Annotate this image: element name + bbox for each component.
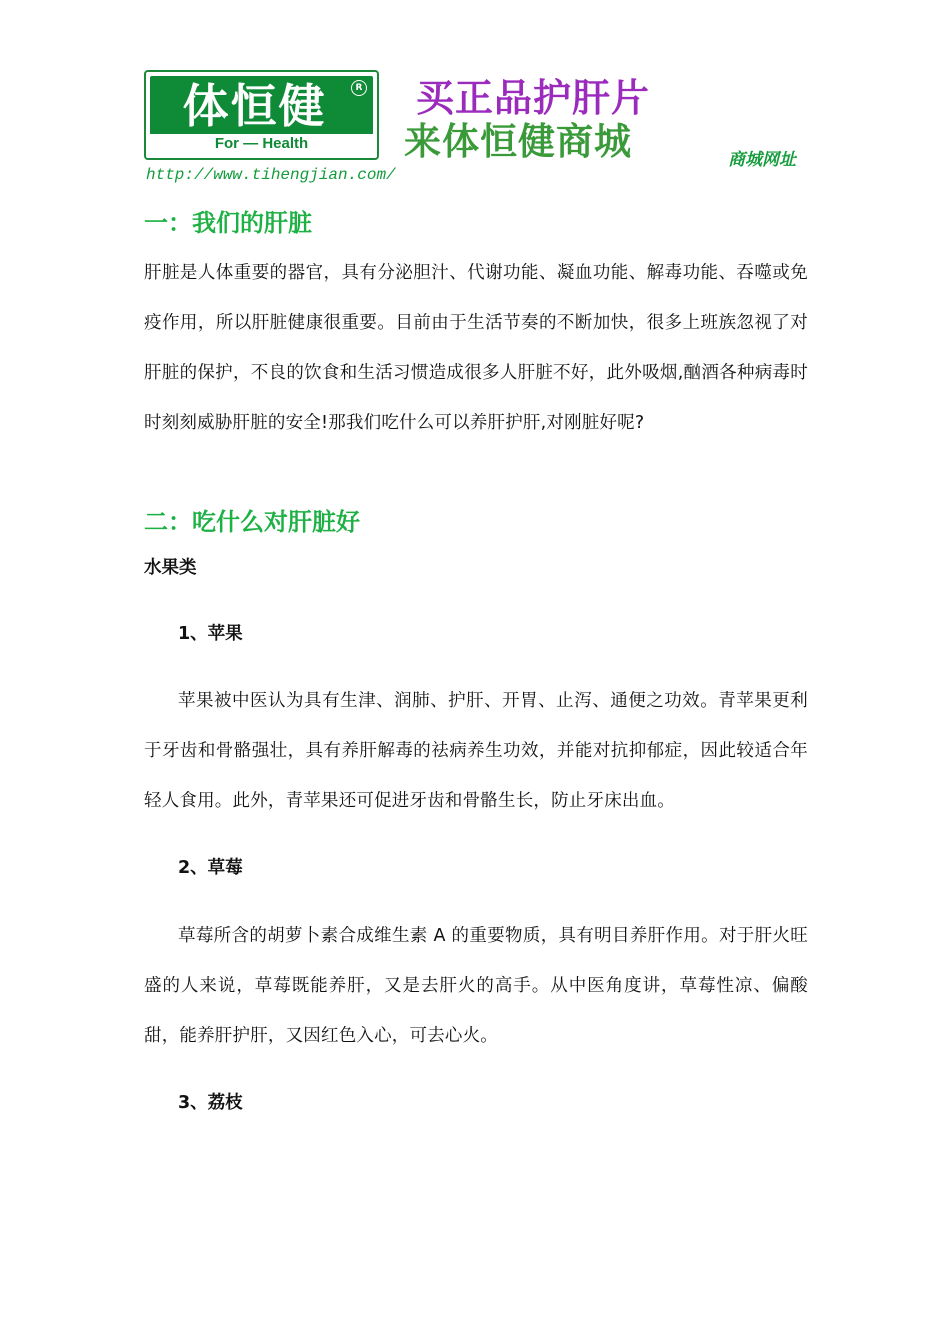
logo-brand-name: 体恒健	[182, 79, 327, 133]
logo-background	[150, 76, 373, 154]
article-body	[144, 200, 808, 1128]
section2-heading: 二：吃什么对肝脏好	[144, 508, 360, 536]
item-title-strawberry: 2、草莓	[178, 858, 243, 878]
item-text-strawberry: 草莓所含的胡萝卜素合成维生素 A 的重要物质，具有明目养肝作用。对于肝火旺盛的人来说，草莓既能养肝，又是去肝火的高手。从中医角度讲，草莓性凉、偏酸甜，能养肝护肝，又因红色入心，可去心火。	[144, 926, 808, 1046]
section1-paragraph: 肝脏是人体重要的器官，具有分泌胆汁、代谢功能、凝血功能、解毒功能、吞噬或免疫作用，所以肝脏健康很重要。目前由于生活节奏的不断加快，很多上班族忽视了对肝脏的保护，不良的饮食和生活习惯造成很多人肝脏不好，此外吸烟,酗酒各种病毒时时刻刻威胁肝脏的安全!那我们吃什么可以养肝护肝,对刚脏好呢?	[144, 263, 808, 433]
item-title-apple: 1、苹果	[178, 624, 243, 644]
item-title-lychee: 3、荔枝	[178, 1093, 243, 1113]
registered-trademark-icon: R	[351, 80, 367, 96]
header-banner	[0, 0, 950, 190]
item-text-apple: 苹果被中医认为具有生津、润肺、护肝、开胃、止泻、通便之功效。青苹果更利于牙齿和骨骼强壮，具有养肝解毒的祛病养生功效，并能对抗抑郁症，因此较适合年轻人食用。此外，青苹果还可促进牙齿和骨骼生长，防止牙床出血。	[144, 691, 808, 811]
logo-tagline-strip	[150, 134, 373, 154]
shop-link[interactable]: 商城网址	[728, 150, 796, 170]
shop-url-link[interactable]: http://www.tihengjian.com/	[146, 166, 396, 184]
section1-heading: 一：我们的肝脏	[144, 209, 312, 237]
logo-tagline: For — Health	[214, 135, 309, 152]
promo-slogan-line1: 买正品护肝片	[416, 76, 651, 120]
category-label: 水果类	[144, 558, 197, 578]
brand-logo	[144, 70, 379, 160]
promo-slogan-line2: 来体恒健商城	[404, 120, 632, 163]
